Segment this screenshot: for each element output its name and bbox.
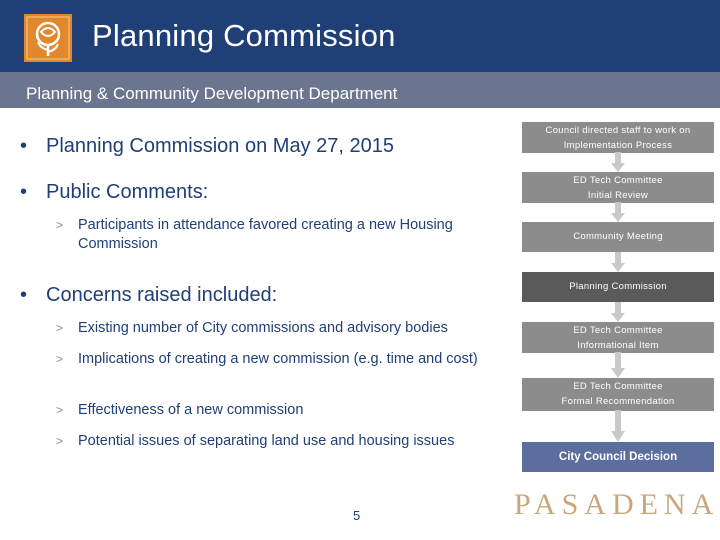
flow-arrow-icon	[611, 152, 625, 172]
pasadena-wordmark: PASADENA	[514, 488, 720, 521]
flow-step-ed-tech-formal-recommendation: ED Tech Committee Formal Recommendation	[522, 378, 714, 411]
page-title: Planning Commission	[92, 18, 396, 53]
public-comment-item: > Participants in attendance favored creating a new Housing Commission	[56, 217, 453, 252]
rose-logo-icon	[24, 14, 72, 62]
sub-marker: >	[56, 218, 64, 232]
bullet-public-comments: • Public Comments:	[20, 181, 209, 203]
flow-step-city-council-decision: City Council Decision	[522, 442, 714, 472]
flow-step-ed-tech-informational: ED Tech Committee Informational Item	[522, 322, 714, 353]
concern-item: > Existing number of City commissions and advisory bodies	[56, 320, 448, 336]
flow-arrow-icon	[611, 252, 625, 272]
sub-marker: >	[56, 352, 64, 366]
flow-step-ed-tech-initial-review: ED Tech Committee Initial Review	[522, 172, 714, 203]
concern-item: > Implications of creating a new commission (e.g. time and cost)	[56, 351, 478, 367]
bullet-marker: •	[20, 181, 28, 203]
flow-step-planning-commission: Planning Commission	[522, 272, 714, 302]
flow-arrow-icon	[611, 202, 625, 222]
bullet-marker: •	[20, 284, 28, 306]
bullet-marker: •	[20, 135, 28, 157]
sub-marker: >	[56, 403, 64, 417]
flow-arrow-icon	[611, 352, 625, 378]
concern-item: > Potential issues of separating land use and housing issues	[56, 433, 455, 449]
flow-arrow-icon	[611, 302, 625, 322]
page-number: 5	[353, 508, 361, 523]
flow-arrow-icon	[611, 410, 625, 442]
flow-step-council-direction: Council directed staff to work on Implementation Process	[522, 122, 714, 153]
bullet-concerns: • Concerns raised included:	[20, 284, 278, 306]
flow-step-community-meeting: Community Meeting	[522, 222, 714, 252]
sub-marker: >	[56, 321, 64, 335]
bullet-meeting-date: • Planning Commission on May 27, 2015	[20, 135, 394, 157]
department-subtitle: Planning & Community Development Department	[26, 84, 398, 103]
concern-item: > Effectiveness of a new commission	[56, 402, 304, 418]
sub-marker: >	[56, 434, 64, 448]
